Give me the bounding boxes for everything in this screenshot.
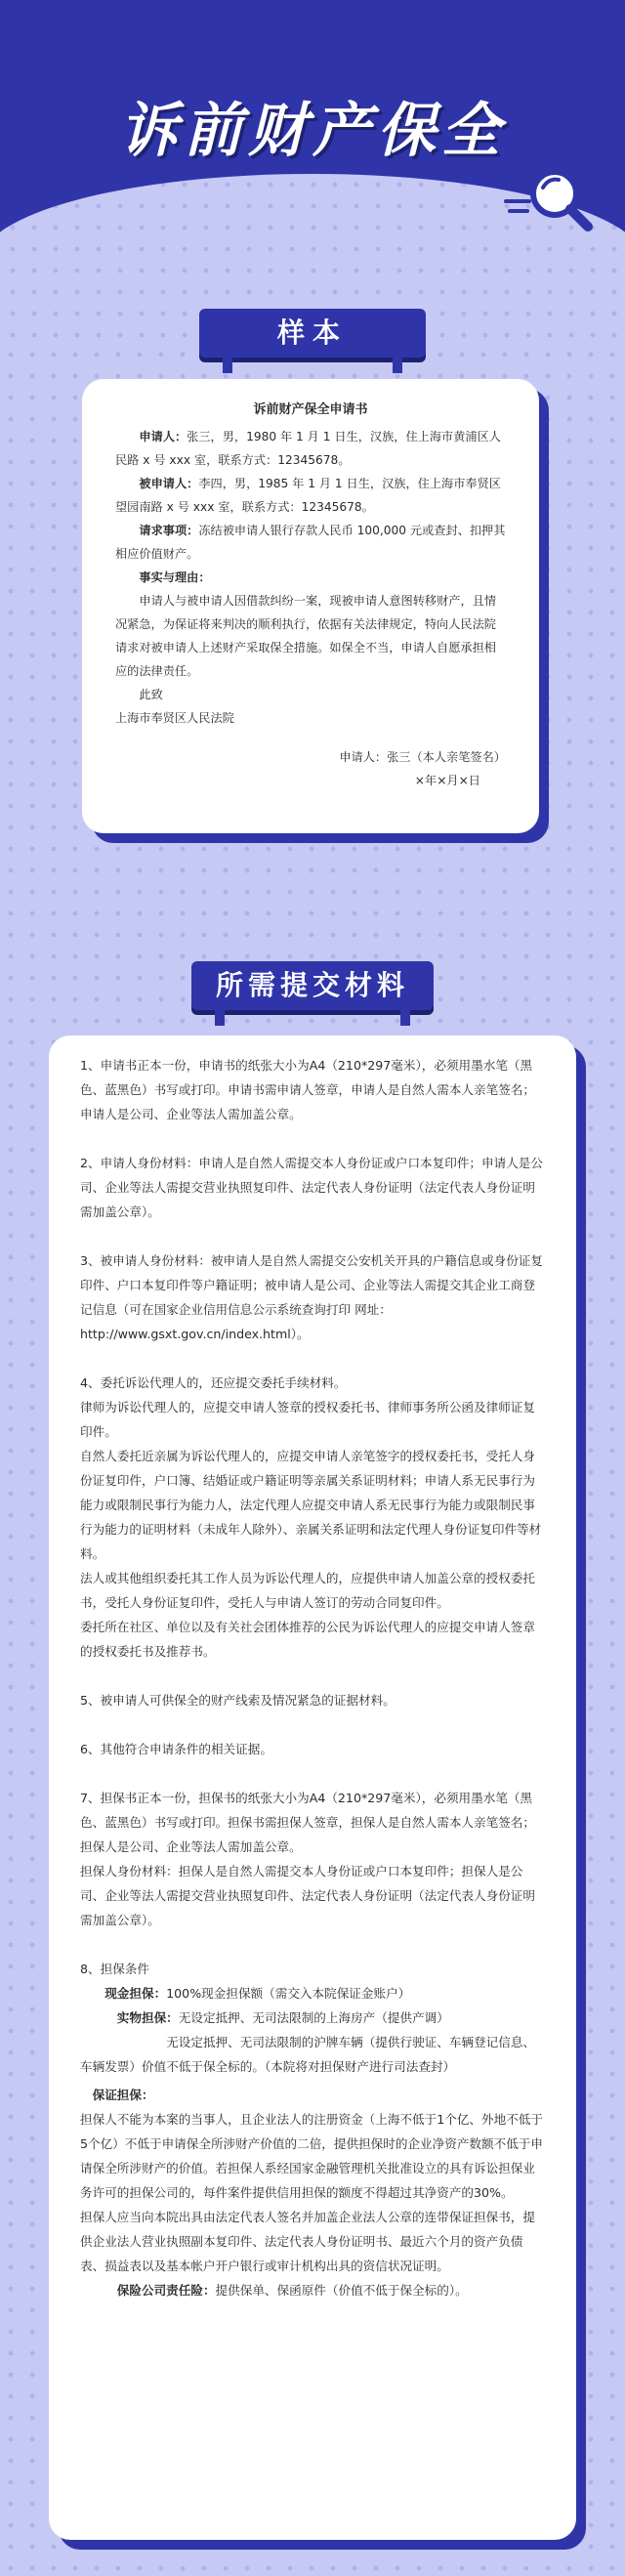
materials-card [49, 1035, 576, 2540]
material-item-4: 4、委托诉讼代理人的，还应提交委托手续材料。 律师为诉讼代理人的，应提交申请人签章的授权委托书、律师事务所公函及律师证复印件。 自然人委托近亲属为诉讼代理人的，应提交申请人亲笔签字的授权委托书，受托人身份证复印件，户口簿、结婚证或户籍证明等亲属关系证明材料；申请人系无民事行为能力或限制民事行为能力人，法定代理人应提交申请人系无民事行为能力或限制民事行为能力的证明材料（未成年人除外）、亲属关系证明和法定代理人身份证复印件等材料。 法人或其他组织委托其工作人员为诉讼代理人的，应提供申请人加盖公章的授权委托书，受托人身份证复印件，受托人与申请人签订的劳动合同复印件。 委托所在社区、单位以及有关社会团体推荐的公民为诉讼代理人的应提交申请人签章的授权委托书及推荐书。 [80, 1375, 542, 1659]
applicant-line: 申请人：张三，男，1980 年 1 月 1 日生，汉族，住上海市黄浦区人民路 x 号 xxx 室，联系方式：12345678。 [115, 430, 501, 467]
property-guarantee-vehicle: 无设定抵押、无司法限制的沪牌车辆（提供行驶证、车辆登记信息、车辆发票）价值不低于保全标的。（本院将对担保财产进行司法查封） [80, 2035, 535, 2074]
sample-card [82, 379, 539, 833]
material-item-8-title: 8、担保条件 [80, 1962, 149, 1976]
material-item-6: 6、其他符合申请条件的相关证据。 [80, 1742, 272, 1756]
material-item-7: 7、担保书正本一份，担保书的纸张大小为A4（210*297毫米），必须用墨水笔（黑色、蓝黑色）书写或打印。担保书需担保人签章，担保人是自然人需本人亲笔签名；担保人是公司、企业等法人需加盖公章。 担保人身份材料：担保人是自然人需提交本人身份证或户口本复印件；担保人是公司、企业等法人需提交营业执照复印件、法定代表人身份证明（法定代表人身份证明需加盖公章）。 [80, 1791, 535, 1927]
facts-heading: 事实与理由： [139, 570, 211, 584]
material-item-2: 2、申请人身份材料：申请人是自然人需提交本人身份证或户口本复印件；申请人是公司、企业等法人需提交营业执照复印件、法定代表人身份证明（法定代表人身份证明需加盖公章）。 [80, 1156, 543, 1219]
sample-tag: 样本 [199, 309, 426, 358]
guarantee-heading: 保证担保： [92, 2088, 154, 2102]
request-line: 请求事项：冻结被申请人银行存款人民币 100,000 元或查封、扣押其相应价值财产。 [115, 524, 506, 561]
court-name: 上海市奉贤区人民法院 [115, 711, 234, 725]
page-title: 诉前财产保全 [119, 97, 506, 165]
signature-line: 申请人：张三（本人亲笔签名） [339, 750, 506, 764]
reason-paragraph: 申请人与被申请人因借款纠纷一案，现被申请人意图转移财产，且情况紧急，为保证将来判决的顺利执行，依据有关法律规定，特向人民法院请求对被申请人上述财产采取保全措施。如保全不当，申请人自愿承担相应的法律责任。 [115, 594, 497, 678]
cash-guarantee: 现金担保：100%现金担保额（需交入本院保证金账户） [104, 1986, 411, 2001]
material-item-5: 5、被申请人可供保全的财产线索及情况紧急的证据材料。 [80, 1693, 396, 1708]
magnifier-icon [498, 156, 596, 234]
material-item-1: 1、申请书正本一份，申请书的纸张大小为A4（210*297毫米），必须用墨水笔（黑色、蓝黑色）书写或打印。申请书需申请人签章，申请人是自然人需本人亲笔签名；申请人是公司、企业等法人需加盖公章。 [80, 1058, 535, 1121]
materials-tag: 所需提交材料 [191, 961, 434, 1010]
insurance-guarantee: 保险公司责任险：提供保单、保函原件（价值不低于保全标的）。 [116, 2283, 468, 2298]
property-guarantee: 实物担保：无设定抵押、无司法限制的上海房产（提供产调） [116, 2010, 449, 2025]
material-item-3: 3、被申请人身份材料：被申请人是自然人需提交公安机关开具的户籍信息或身份证复印件、户口本复印件等户籍证明；被申请人是公司、企业等法人需提交其企业工商登记信息（可在国家企业信用信息公示系统查询打印 网址：http://www.gsxt.gov.cn/index.html）。 [80, 1253, 543, 1341]
sample-doc-title: 诉前财产保全申请书 [253, 402, 368, 417]
guarantee-text: 担保人不能为本案的当事人，且企业法人的注册资金（上海不低于1个亿、外地不低于5个亿）不低于申请保全所涉财产价值的二倍，提供担保时的企业净资产数额不低于申请保全所涉财产的价值。若担保人系经国家金融管理机关批准设立的具有诉讼担保业务许可的担保公司的，每件案件提供信用担保的额度不得超过其净资产的30%。 担保人应当向本院出具由法定代表人签名并加盖企业法人公章的连带保证担保书，提供企业法人营业执照副本复印件、法定代表人身份证明书、最近六个月的资产负债表、损益表以及基本帐户开户银行或审计机构出具的资信状况证明。 [80, 2112, 543, 2273]
date-line: ×年×月×日 [414, 774, 480, 787]
to-line: 此致 [139, 688, 163, 701]
respondent-line: 被申请人：李四，男，1985 年 1 月 1 日生，汉族，住上海市奉贤区望园南路 x 号 xxx 室，联系方式：12345678。 [115, 477, 501, 514]
